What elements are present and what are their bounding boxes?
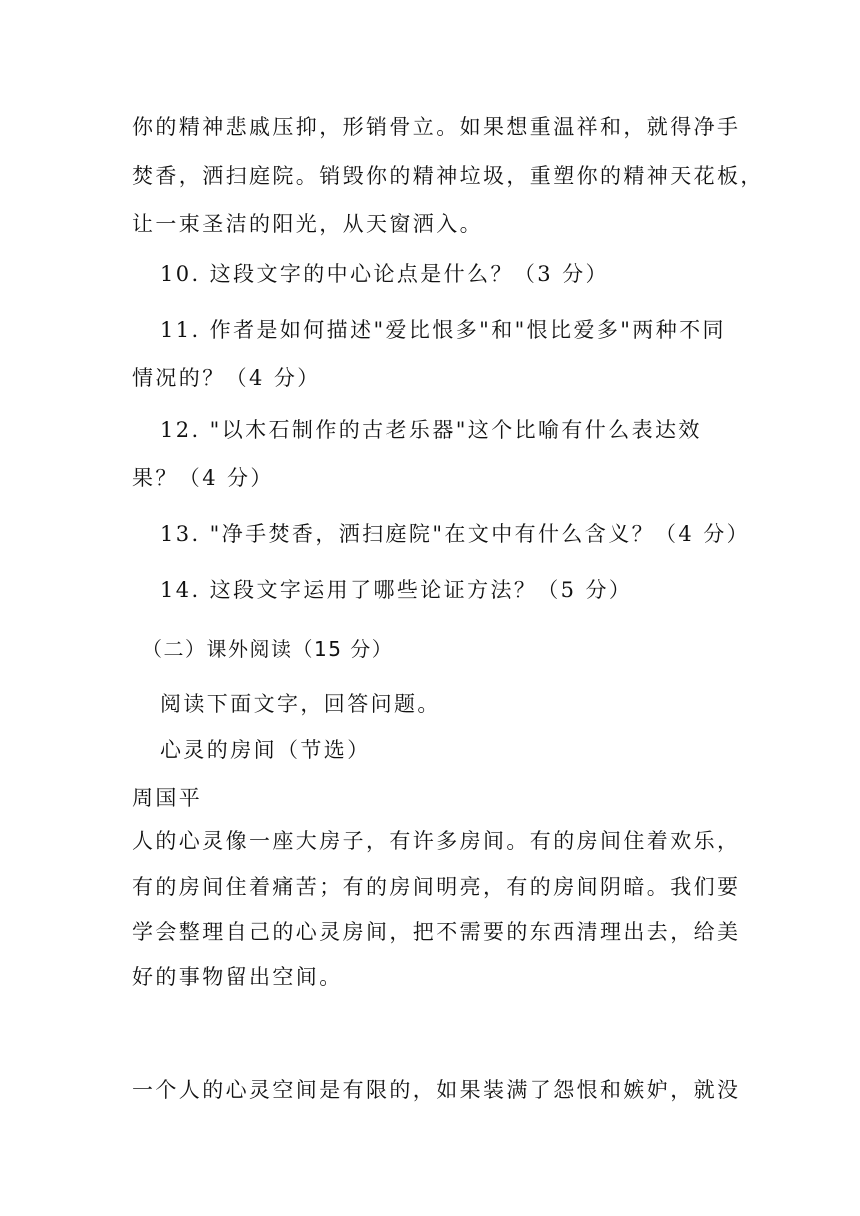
paragraph-line: 让一束圣洁的阳光，从天窗洒入。	[132, 212, 483, 236]
question-14: 14. 这段文字运用了哪些论证方法？（5 分）	[160, 578, 633, 602]
question-10: 10. 这段文字的中心论点是什么？（3 分）	[160, 262, 609, 286]
paragraph-line: 好的事物留出空间。	[132, 965, 343, 989]
question-11: 11. 作者是如何描述"爱比恨多"和"恨比爱多"两种不同	[160, 318, 726, 342]
paragraph-line: 焚香，洒扫庭院。销毁你的精神垃圾，重塑你的精神天花板，	[132, 164, 764, 188]
paragraph-line: 学会整理自己的心灵房间，把不需要的东西清理出去，给美	[132, 920, 741, 944]
paragraph-line: 一个人的心灵空间是有限的，如果装满了怨恨和嫉妒，就没	[132, 1078, 741, 1102]
instruction: 阅读下面文字，回答问题。	[160, 692, 441, 716]
article-author: 周国平	[132, 786, 203, 810]
question-12-continuation: 果？（4 分）	[132, 466, 274, 490]
article-title: 心灵的房间（节选）	[160, 738, 371, 762]
paragraph-line: 人的心灵像一座大房子，有许多房间。有的房间住着欢乐，	[132, 829, 741, 853]
section-title: （二）课外阅读（15 分）	[142, 637, 394, 661]
question-12: 12. "以木石制作的古老乐器"这个比喻有什么表达效	[160, 418, 702, 442]
paragraph-line: 有的房间住着痛苦；有的房间明亮，有的房间阴暗。我们要	[132, 875, 741, 899]
paragraph-line: 你的精神悲戚压抑，形销骨立。如果想重温祥和，就得净手	[132, 115, 741, 139]
question-11-continuation: 情况的？（4 分）	[132, 366, 321, 390]
question-13: 13. "净手焚香，洒扫庭院"在文中有什么含义？（4 分）	[160, 522, 751, 546]
